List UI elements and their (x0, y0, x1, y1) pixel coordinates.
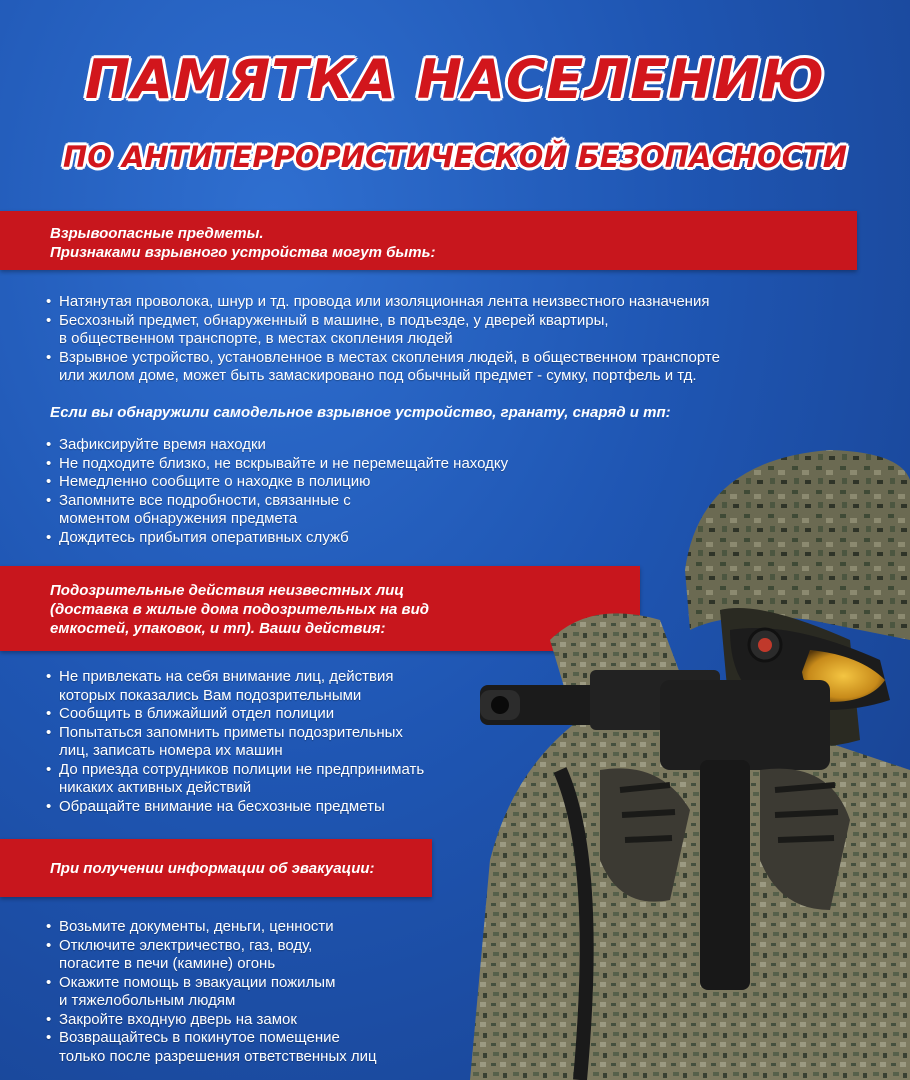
list-item: • Окажите помощь в эвакуации пожилым (46, 973, 336, 991)
list-item: • Возвращайтесь в покинутое помещение (46, 1029, 340, 1046)
list-item: • Запомните все подробности, связанные с (46, 491, 351, 509)
list-item: • Дождитесь прибытия оперативных служб (46, 528, 349, 546)
list-item: • Зафиксируйте время находки (46, 436, 266, 453)
list-item: только после разрешения ответственных лиц (59, 1047, 377, 1065)
list-item: погасите в печи (камине) огонь (59, 955, 276, 972)
poster-title: ПАМЯТКА НАСЕЛЕНИЮ (85, 48, 825, 111)
section2-heading: Если вы обнаружили самодельное взрывное устройство, гранату, снаряд и тп: (50, 404, 671, 421)
list-item: или жилом доме, может быть замаскировано под обычный предмет - сумку, портфель и тд. (59, 367, 697, 384)
list-item: • Взрывное устройство, установленное в местах скопления людей, в общественном транспорте (46, 348, 720, 366)
list-item: никаких активных действий (59, 779, 252, 796)
list-item: в общественном транспорте, в местах скопления людей (59, 330, 453, 347)
list-item: • Попытаться запомнить приметы подозрительных (46, 723, 403, 741)
list-item: моментом обнаружения предмета (59, 510, 298, 527)
section1-list (46, 293, 720, 386)
list-item: которых показались Вам подозрительными (59, 686, 362, 704)
list-item: • Натянутая проволока, шнур и тд. провода или изоляционная лента неизвестного назначения (46, 293, 710, 310)
section4-list (46, 918, 377, 1066)
soldier-illustration (430, 440, 910, 1080)
section1-heading-line2: Признаками взрывного устройства могут быть: (50, 244, 436, 261)
list-item: • Отключите электричество, газ, воду, (46, 936, 313, 954)
section3-heading-line2: (доставка в жилые дома подозрительных на вид (50, 601, 430, 618)
list-item: лиц, записать номера их машин (59, 742, 283, 759)
section4-heading: При получении информации об эвакуации: (50, 860, 375, 877)
section3-heading-line3: емкостей, упаковок, и тп). Ваши действия: (50, 620, 386, 637)
poster-subtitle: ПО АНТИТЕРРОРИСТИЧЕСКОЙ БЕЗОПАСНОСТИ (62, 140, 848, 174)
list-item: • Закройте входную дверь на замок (46, 1010, 297, 1028)
list-item: • Сообщить в ближайший отдел полиции (46, 705, 335, 722)
list-item: и тяжелобольным людям (59, 992, 236, 1009)
list-item: • Обращайте внимание на бесхозные предметы (46, 797, 385, 815)
section3-list (46, 668, 424, 816)
list-item: • Не подходите близко, не вскрывайте и не перемещайте находку (46, 454, 509, 472)
list-item: • До приезда сотрудников полиции не предпринимать (46, 760, 425, 778)
list-item: • Не привлекать на себя внимание лиц, действия (46, 668, 394, 685)
section3-heading-line1: Подозрительные действия неизвестных лиц (50, 582, 405, 599)
list-item: • Немедленно сообщите о находке в полицию (46, 473, 371, 490)
section1-heading-line1: Взрывоопасные предметы. (50, 225, 264, 242)
list-item: • Бесхозный предмет, обнаруженный в машине, в подъезде, у дверей квартиры, (46, 311, 609, 329)
list-item: • Возьмите документы, деньги, ценности (46, 918, 334, 935)
